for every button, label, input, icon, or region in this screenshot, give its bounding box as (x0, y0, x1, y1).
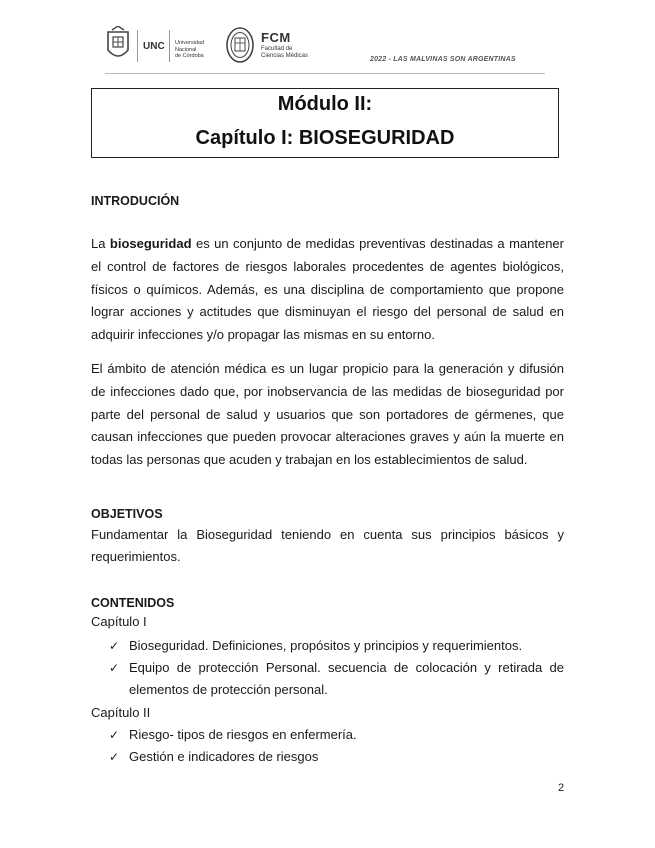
title-box (91, 88, 559, 158)
fcm-name-line: Ciencias Médicas (261, 53, 309, 59)
list-item-text: Riesgo- tipos de riesgos en enfermería. (129, 727, 357, 742)
objetivos-text: Fundamentar la Bioseguridad teniendo en cuenta sus principios básicos y requerimientos. (91, 527, 564, 564)
header-motto: 2022 - LAS MALVINAS SON ARGENTINAS (370, 56, 516, 63)
unc-name-line: de Córdoba (175, 53, 204, 59)
intro-p1-prefix: La (91, 236, 110, 251)
fcm-name-line: Facultad de (261, 46, 293, 52)
chapter-1-label: Capítulo I (91, 614, 147, 629)
objetivos-heading: OBJETIVOS (91, 507, 163, 521)
chapter-title: Capítulo I: BIOSEGURIDAD (195, 127, 455, 149)
intro-paragraph-1 (91, 233, 564, 347)
header-rule (105, 73, 545, 74)
check-icon: ✓ (109, 728, 120, 742)
unc-name (175, 40, 204, 60)
intro-p1-rest: es un conjunto de medidas preventivas destinadas a mantener el control de factores de riesgos laborales procedentes de agentes biológicos, físicos o químicos. Además, es una disciplina de comportamiento que propone lograr acciones y actitudes que disminuyan el riesgo del personal de salud en adquirir infecciones y/o propagar las mismas en su entorno. (91, 236, 564, 343)
fcm-seal-icon (225, 26, 255, 64)
page-number: 2 (558, 782, 565, 794)
list-item-text: Bioseguridad. Definiciones, propósitos y principios y requerimientos. (129, 638, 523, 653)
bioseguridad-term: bioseguridad (109, 236, 192, 251)
unc-name-line: Universidad (175, 40, 205, 46)
list-item-text: Gestión e indicadores de riesgos (129, 749, 319, 764)
list-item-text: Equipo de protección Personal. secuencia de colocación y retirada de elementos de protección personal. (129, 660, 564, 697)
check-icon: ✓ (109, 750, 120, 764)
check-icon: ✓ (109, 661, 120, 675)
list-item (109, 724, 564, 746)
fcm-label: FCM (261, 30, 291, 45)
unc-label: UNC (143, 41, 165, 52)
fcm-name (261, 46, 308, 60)
intro-paragraph-2: El ámbito de atención médica es un lugar propicio para la generación y difusión de infecciones dado que, por inobservancia de las medidas de bioseguridad por parte del personal de salud y usuarios que son portadores de gérmenes, que causan infecciones que pueden provocar alteraciones graves y aún la muerte en todas las personas que acuden y trabajan en los establecimientos de salud. (91, 361, 564, 468)
unc-name-line: Nacional (175, 46, 197, 53)
unc-seal-icon (105, 26, 131, 64)
header (105, 26, 545, 72)
chapter-2-label: Capítulo II (91, 705, 151, 720)
list-item (109, 635, 564, 657)
contenidos-heading: CONTENIDOS (91, 596, 175, 610)
intro-heading: INTRODUCIÓN (91, 194, 180, 208)
header-divider (169, 30, 170, 62)
list-item (109, 657, 564, 701)
list-item (109, 746, 564, 768)
header-divider (137, 30, 138, 62)
check-icon: ✓ (109, 639, 120, 653)
module-title: Módulo II: (277, 93, 373, 115)
